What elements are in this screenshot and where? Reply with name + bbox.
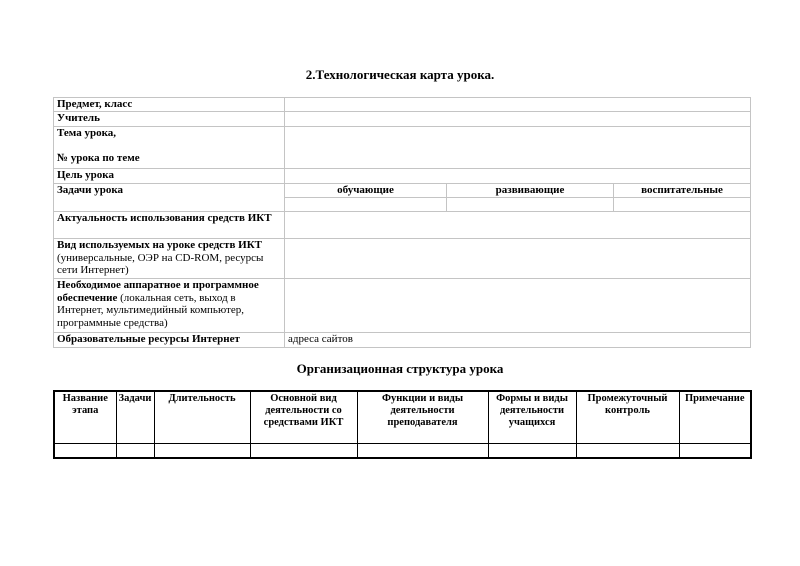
column-header: Длительность bbox=[154, 391, 250, 443]
label-ict-kind: Вид используемых на уроке средств ИКТ (универсальные, ОЭР на CD-ROM, ресурсы сети Интернет) bbox=[54, 239, 285, 279]
column-header: Название этапа bbox=[54, 391, 116, 443]
value-hardware[interactable] bbox=[285, 279, 751, 333]
value-subject[interactable] bbox=[285, 98, 751, 112]
task-cell[interactable] bbox=[285, 198, 447, 212]
label-resources: Образовательные ресурсы Интернет bbox=[54, 333, 285, 348]
tech-card-table bbox=[53, 97, 751, 348]
column-header: Промежуточный контроль bbox=[576, 391, 679, 443]
column-header: Функции и виды деятельности преподавателя bbox=[357, 391, 488, 443]
cell[interactable] bbox=[576, 443, 679, 458]
section-title: Организационная структура урока bbox=[296, 361, 504, 376]
label-teacher: Учитель bbox=[54, 112, 285, 127]
column-header: Основной вид деятельности со средствами ИКТ bbox=[250, 391, 357, 443]
value-relevance[interactable] bbox=[285, 212, 751, 239]
column-header: Формы и виды деятельности учащихся bbox=[488, 391, 576, 443]
task-cell[interactable] bbox=[614, 198, 751, 212]
value-resources[interactable]: адреса сайтов bbox=[285, 333, 751, 348]
page-title: 2.Технологическая карта урока. bbox=[305, 67, 495, 82]
label-hardware: Необходимое аппаратное и программное обеспечение (локальная сеть, выход в Интернет, мультимедийный компьютер, программные средства) bbox=[54, 279, 285, 333]
value-goal[interactable] bbox=[285, 169, 751, 184]
cell[interactable] bbox=[54, 443, 116, 458]
label-topic: Тема урока, № урока по теме bbox=[54, 127, 285, 169]
cell[interactable] bbox=[679, 443, 751, 458]
cell[interactable] bbox=[250, 443, 357, 458]
cell[interactable] bbox=[488, 443, 576, 458]
table-row bbox=[54, 443, 751, 458]
label-tasks: Задачи урока bbox=[54, 184, 285, 212]
label-goal: Цель урока bbox=[54, 169, 285, 184]
cell[interactable] bbox=[116, 443, 154, 458]
column-header: Задачи bbox=[116, 391, 154, 443]
value-ict-kind[interactable] bbox=[285, 239, 751, 279]
structure-table bbox=[53, 390, 752, 459]
label-subject: Предмет, класс bbox=[54, 98, 285, 112]
task-type-header: развивающие bbox=[447, 184, 614, 198]
cell[interactable] bbox=[154, 443, 250, 458]
label-relevance: Актуальность использования средств ИКТ bbox=[54, 212, 285, 239]
value-topic[interactable] bbox=[285, 127, 751, 169]
column-header: Примечание bbox=[679, 391, 751, 443]
value-teacher[interactable] bbox=[285, 112, 751, 127]
task-type-header: обучающие bbox=[285, 184, 447, 198]
task-type-header: воспитательные bbox=[614, 184, 751, 198]
cell[interactable] bbox=[357, 443, 488, 458]
task-cell[interactable] bbox=[447, 198, 614, 212]
